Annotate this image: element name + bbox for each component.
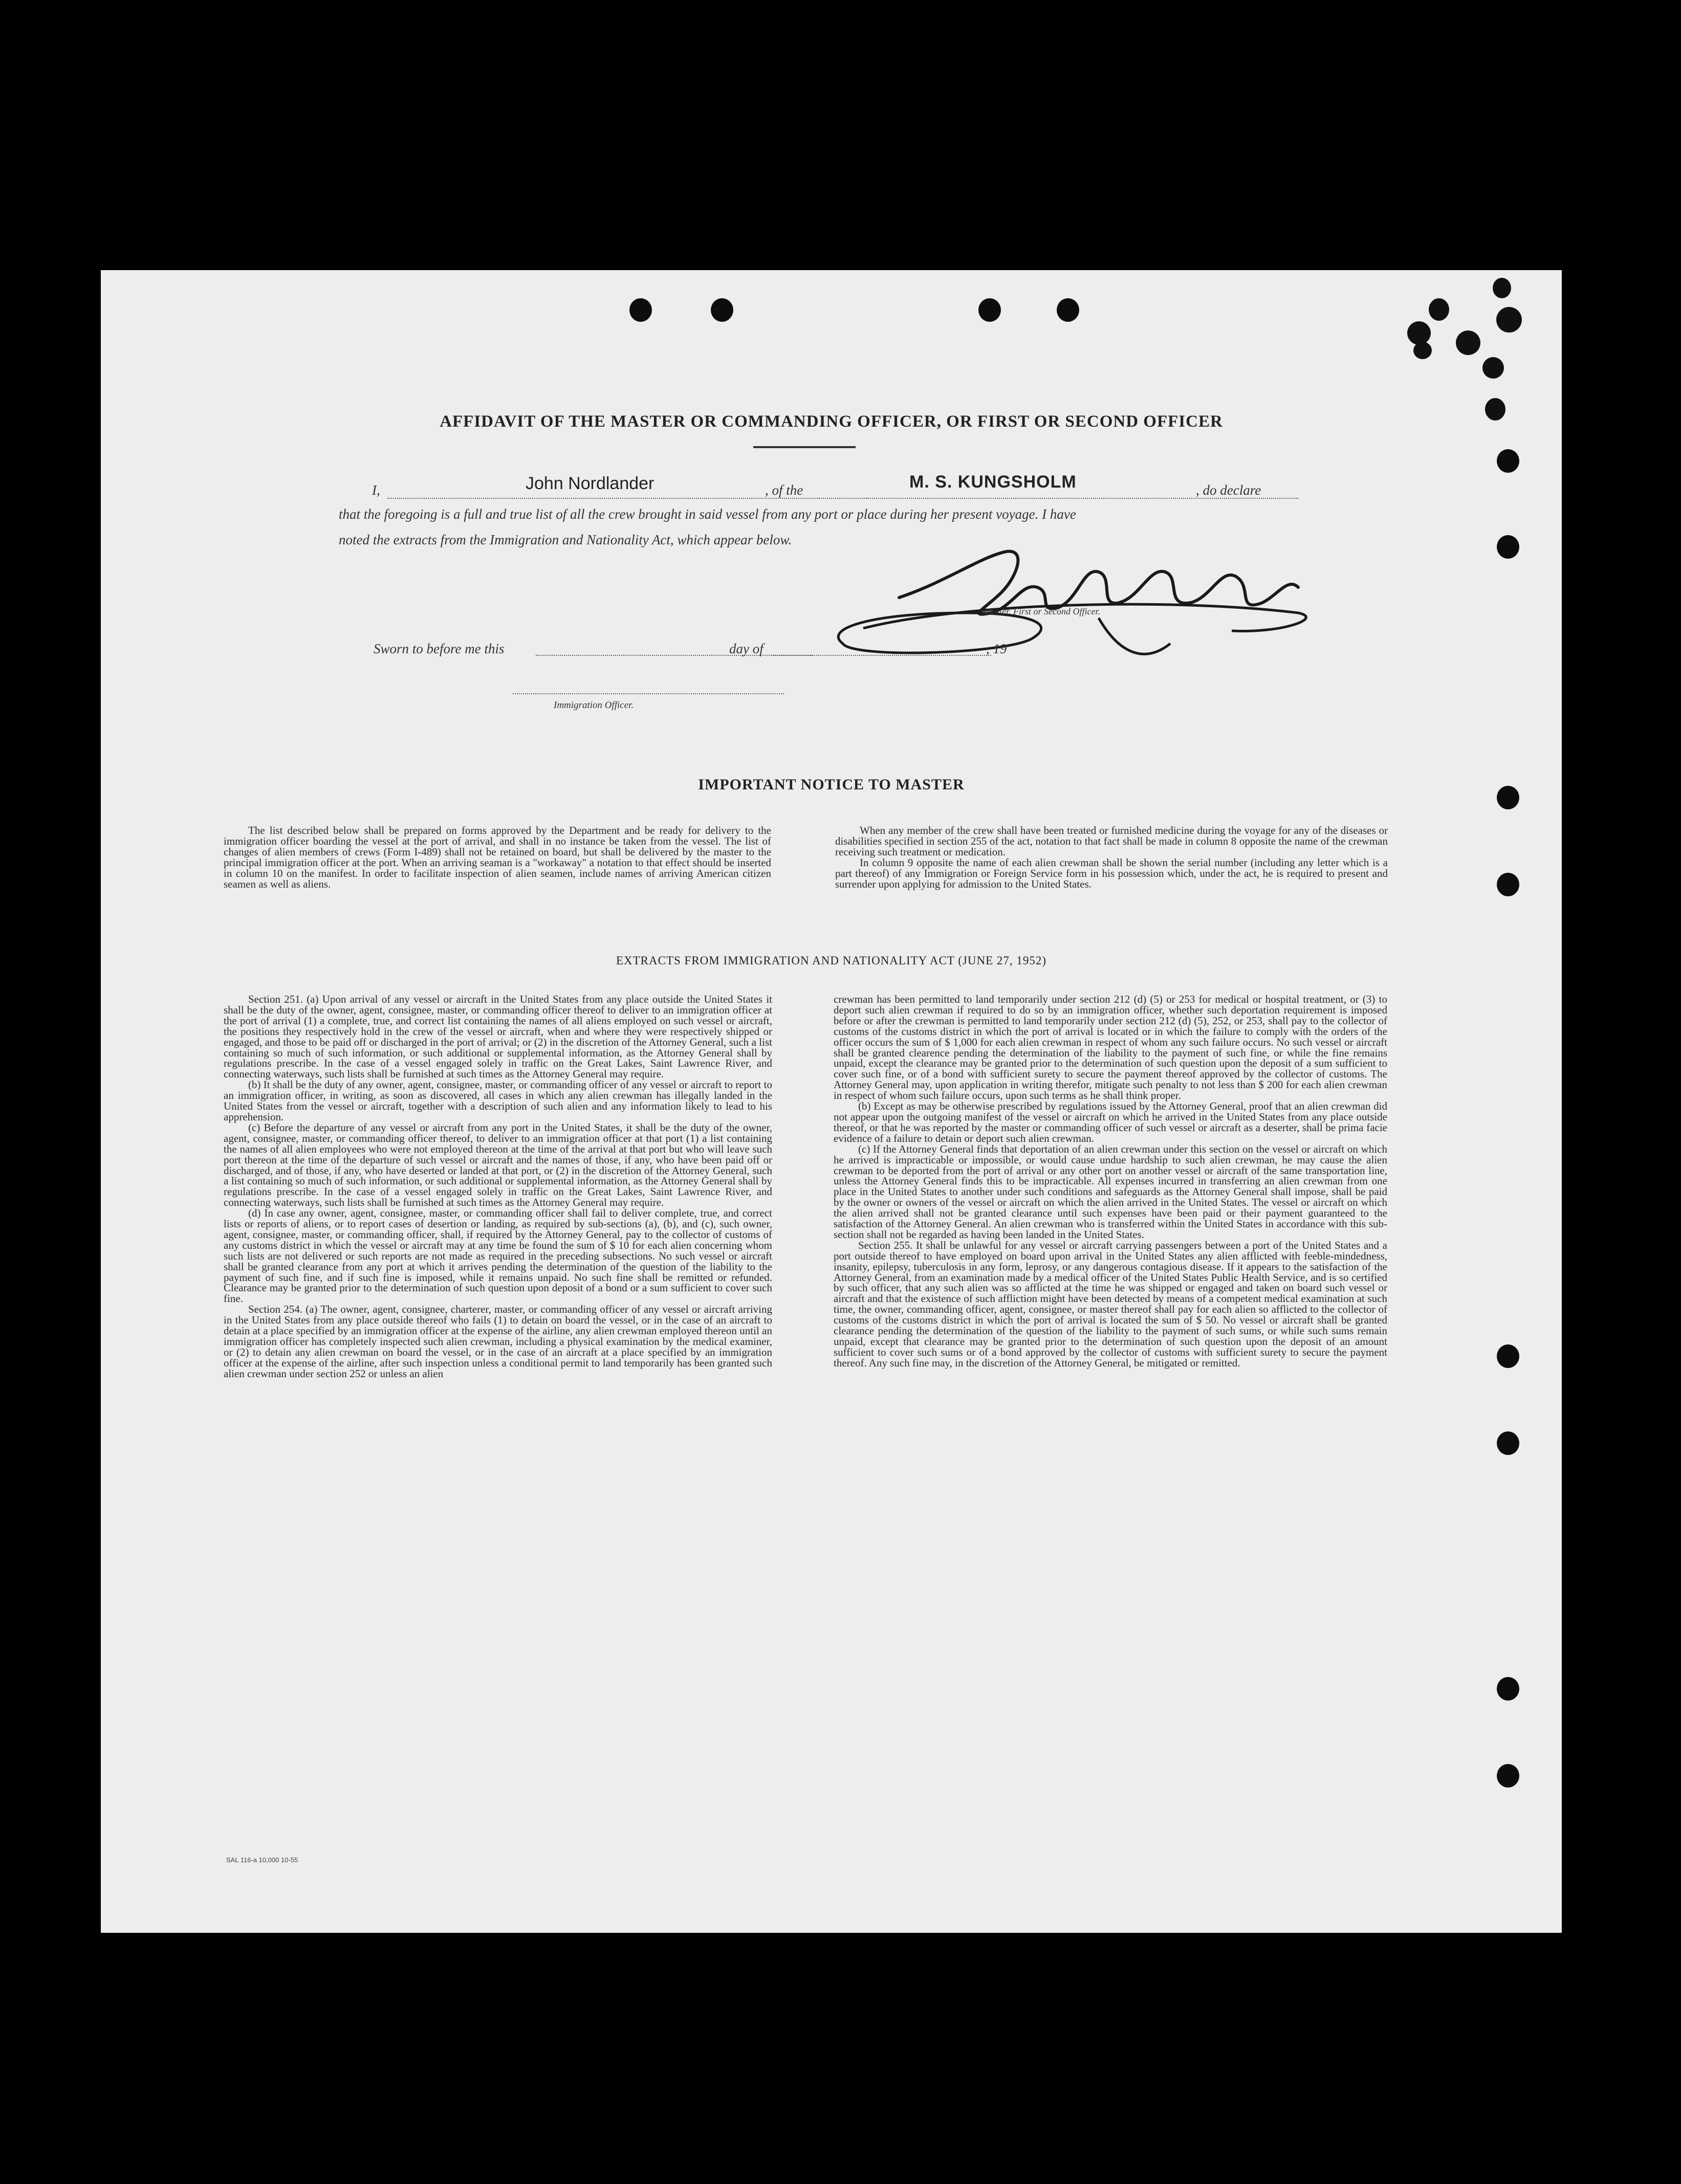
punch-hole — [1057, 298, 1079, 322]
master-signature — [812, 536, 1355, 669]
punch-hole — [978, 298, 1001, 322]
master-name: John Nordlander — [526, 474, 654, 493]
extracts-title: EXTRACTS FROM IMMIGRATION AND NATIONALITY ACT (JUNE 27, 1952) — [616, 954, 1047, 967]
affidavit-page — [101, 270, 1562, 1933]
signature-caption: Master, First or Second Officer. — [984, 606, 1100, 616]
extract-paragraph: Section 254. (a) The owner, agent, consignee, charterer, master, or commanding officer of any vessel or aircraft arriving in the United States from any place outside thereof who fails (1) to detain on board the vessel, or in the case of an aircraft to detain at a place specified by an immigration officer at the expense of the airline, any alien crewman employed thereon until an immigration officer has completely inspected such alien crewman, including a physical examination by the medical examiner, or (2) to detain any alien crewman on board the vessel, or in the case of an aircraft at a place specified by an immigration officer at the expense of the airline, after such inspection unless a conditional permit to land temporarily has been granted such alien crewman under section 252 or unless an alien — [224, 1303, 772, 1380]
ink-blot — [1407, 321, 1431, 345]
form-footer: SAL 116-a 10,000 10-55 — [226, 1856, 298, 1864]
notice-right-paragraph: When any member of the crew shall have been treated or furnished medicine during the voyage for any of the diseases or disabilities specified in section 255 of the act, notation to that fact shall be made in column 8 opposite the name of the crewman receiving such treatment or medication. — [835, 824, 1388, 858]
ink-blot — [1456, 330, 1480, 355]
extract-paragraph: Section 255. It shall be unlawful for any vessel or aircraft carrying passengers between a port of the United States and a port outside thereof to have employed on board upon arrival in the United States any alien afflicted with feeble-mindedness, insanity, epilepsy, tuberculosis in any form, leprosy, or any dangerous contagious disease. If it appears to the satisfaction of the Attorney General, from an examination made by a medical officer of the United States Public Health Service, and is so certified by such officer, that any such alien was so afflicted at the time he was shipped or engaged and taken on board such vessel or aircraft and that the existence of such affliction might have been detected by means of a competent medical examination at such time, the owner, commanding officer, agent, consignee, or master thereof shall pay for each alien so afflicted to the collector of customs of the customs district in which the port of arrival is located the sum of $ 50. No vessel or aircraft shall be granted clearance pending the determination of the question of the liability to the payment of such sums, or while such sums remain unpaid, except that clearance may be granted prior to the determination of such question upon the deposit of an amount sufficient to cover such sums or of a bond approved by the collector of customs with sufficient surety to secure the payment thereof. Any such fine may, in the discretion of the Attorney General, be mitigated or remitted. — [834, 1239, 1387, 1369]
punch-hole — [1497, 873, 1519, 896]
year-label: , 19 — [986, 641, 1007, 656]
officer-signature-line — [513, 693, 784, 694]
declaration-line-2: that the foregoing is a full and true list of all the crew brought in said vessel from any port or place during her present voyage. I have — [339, 506, 1076, 522]
immigration-officer-caption: Immigration Officer. — [554, 700, 634, 711]
declaration-line-3: noted the extracts from the Immigration and Nationality Act, which appear below. — [339, 532, 792, 547]
punch-hole — [629, 298, 652, 322]
punch-hole — [711, 298, 733, 322]
do-declare-label: , do declare — [1196, 482, 1261, 498]
notice-title: IMPORTANT NOTICE TO MASTER — [698, 776, 965, 793]
title-divider — [753, 446, 856, 448]
notice-left-column — [224, 825, 771, 889]
ink-blot — [1493, 278, 1511, 298]
punch-hole — [1497, 1677, 1519, 1701]
extract-paragraph: crewman has been permitted to land temporarily under section 212 (d) (5) or 253 for medical or hospital treatment, or (3) to deport such alien crewman if required to do so by an immigration officer, whether such deportation requirement is imposed before or after the crewman is permitted to land temporarily under section 212 (d) (5), 252, or 253, shall pay to the collector of customs of the customs district in which the port of arrival is located or in which the failure to comply with the orders of the officer occurs the sum of $ 1,000 for each alien crewman in respect of whom any such failure occurs. No such vessel or aircraft shall be granted clearence pending the determination of the liability to the payment of such fine, or while the fine remains unpaid, except the clearance may be granted prior to the determination of such question upon the deposit of a sum sufficient to cover such fine, or of a bond with sufficient surety to secure the payment thereof approved by the collector of customs. The Attorney General may, upon application in writing therefor, mitigate such penalty to not less than $ 200 for each alien crewman in respect of whom such failure occurs, upon such terms as he shall think proper. — [834, 993, 1387, 1102]
extract-paragraph: Section 251. (a) Upon arrival of any vessel or aircraft in the United States from any place outside the United States it shall be the duty of the owner, agent, consignee, master, or commanding officer thereof to deliver to an immigration officer at the port of arrival (1) a complete, true, and correct list containing the names of all aliens employed on such vessel or aircraft, the positions they respectively hold in the crew of the vessel or aircraft, when and where they were respectively shipped or engaged, and those to be paid off or discharged in the port of arrival; or (2) in the discretion of the Attorney General, such a list containing so much of such information, or such additional or supplemental information, as the Attorney General shall by regulations prescribe. In the case of a vessel engaged solely in traffic on the Great Lakes, Saint Lawrence River, and connecting waterways, such lists shall be furnished at such times as the Attorney General may require. — [224, 993, 772, 1080]
extract-paragraph: (b) It shall be the duty of any owner, agent, consignee, master, or commanding officer of any vessel or aircraft to report to an immigration officer, in writing, as soon as discovered, all cases in which any alien crewman has illegally landed in the United States from the vessel or aircraft, together with a description of such alien and any information likely to lead to his apprehension. — [224, 1078, 772, 1123]
extract-paragraph: (c) Before the departure of any vessel or aircraft from any port in the United States, it shall be the duty of the owner, agent, consignee, master, or commanding officer thereof, to deliver to an immigration officer at that port (1) a list containing the names of all alien employees who were not employed thereon at the time of the arrival at that port but who will leave such port thereon at the time of the departure of such vessel or aircraft and the names of those, if any, who have been paid off or discharged, and of those, if any, who have deserted or landed at that port, or (2) in the discretion of the Attorney General, such a list containing so much of such information, or such additional or supplemental information, as the Attorney General shall by regulations prescribe. In the case of a vessel engaged solely in traffic on the Great Lakes, Saint Lawrence River, and connecting waterways, such lists shall be furnished at such times as the Attorney General may require. — [224, 1121, 772, 1209]
extract-paragraph: (d) In case any owner, agent, consignee, master, or commanding officer shall fail to deliver complete, true, and correct lists or reports of aliens, or to report cases of desertion or landing, as required by sub-sections (a), (b), and (c), such owner, agent, consignee, master, or commanding officer, shall, if required by the Attorney General, pay to the collector of customs of any customs district in which the vessel or aircraft may at any time be found the sum of $ 10 for each alien concerning whom such lists are not delivered or such reports are not made as required in the preceding subsections. No such vessel or aircraft shall be granted clearance from any port at which it arrives pending the determination of the question of the liability to the payment of such fine, and if such fine is imposed, while it remains unpaid. No such fine shall be remitted or refunded. Clearance may be granted prior to the determination of such question upon deposit of a bond or a sum sufficient to cover such fine. — [224, 1207, 772, 1305]
extract-paragraph: (b) Except as may be otherwise prescribed by regulations issued by the Attorney General, proof that an alien crewman did not appear upon the outgoing manifest of the vessel or aircraft on which he arrived in the United States from any place outside thereof, or that he was reported by the master or commanding officer of such vessel or aircraft as a deserter, shall be prima facie evidence of a failure to detain or deport such alien crewman. — [834, 1100, 1387, 1144]
affidavit-title: AFFIDAVIT OF THE MASTER OR COMMANDING OFFICER, OR FIRST OR SECOND OFFICER — [440, 412, 1223, 431]
extracts-right-column — [834, 994, 1387, 1369]
punch-hole — [1497, 1344, 1519, 1368]
punch-hole — [1497, 535, 1519, 559]
sworn-prefix: Sworn to before me this — [374, 641, 505, 656]
ink-blot — [1429, 298, 1449, 321]
sworn-month-line — [771, 655, 991, 656]
punch-hole — [1497, 449, 1519, 473]
day-of-label: day of — [729, 641, 763, 656]
notice-right-column — [835, 825, 1388, 889]
declaration-prefix: I, — [372, 482, 380, 498]
of-the-label: , of the — [765, 482, 803, 498]
ink-blot — [1482, 357, 1504, 379]
sworn-day-line — [536, 655, 812, 656]
extract-paragraph: (c) If the Attorney General finds that deportation of an alien crewman under this section on the vessel or aircraft on which he arrived is impracticable or impossible, or would cause undue hardship to such alien crewman, he may cause the alien crewman to be deported from the port of arrival or any other port on another vessel or aircraft of the same transportation line, unless the Attorney General finds this to be impracticable. All expenses incurred in transferring an alien crewman from one place in the United States to another under such conditions and safeguards as the Attorney General shall impose, shall be paid by the owner or owners of the vessel or aircraft on which the alien arrived in the United States. The vessel or aircraft on which the alien arrived shall not be granted clearance until such expenses have been paid or their payment guaranteed to the satisfaction of the Attorney General. An alien crewman who is transferred within the United States in accordance with this sub-section shall not be regarded as having been landed in the United States. — [834, 1142, 1387, 1241]
ink-blot — [1496, 307, 1522, 333]
vessel-name: M. S. KUNGSHOLM — [909, 472, 1077, 492]
punch-hole — [1497, 1431, 1519, 1455]
notice-right-paragraph: In column 9 opposite the name of each alien crewman shall be shown the serial number (including any letter which is a part thereof) of any Immigration or Foreign Service form in his possession which, under the act, he is required to present and surrender upon applying for admission to the United States. — [835, 856, 1388, 890]
notice-left-paragraph: The list described below shall be prepared on forms approved by the Department and be ready for delivery to the immigration officer boarding the vessel at the port of arrival, and shall in no instance be taken from the vessel. The list of changes of alien members of crews (Form I-489) shall not be retained on board, but shall be delivered by the master to the principal immigration officer at the port. When an arriving seaman is a "workaway" a notation to that effect should be inserted in column 10 on the manifest. In order to facilitate inspection of alien seamen, include names of arriving American citizen seamen as well as aliens. — [224, 824, 771, 890]
punch-hole — [1497, 1764, 1519, 1788]
extracts-left-column — [224, 994, 772, 1379]
ink-blot — [1413, 342, 1432, 359]
